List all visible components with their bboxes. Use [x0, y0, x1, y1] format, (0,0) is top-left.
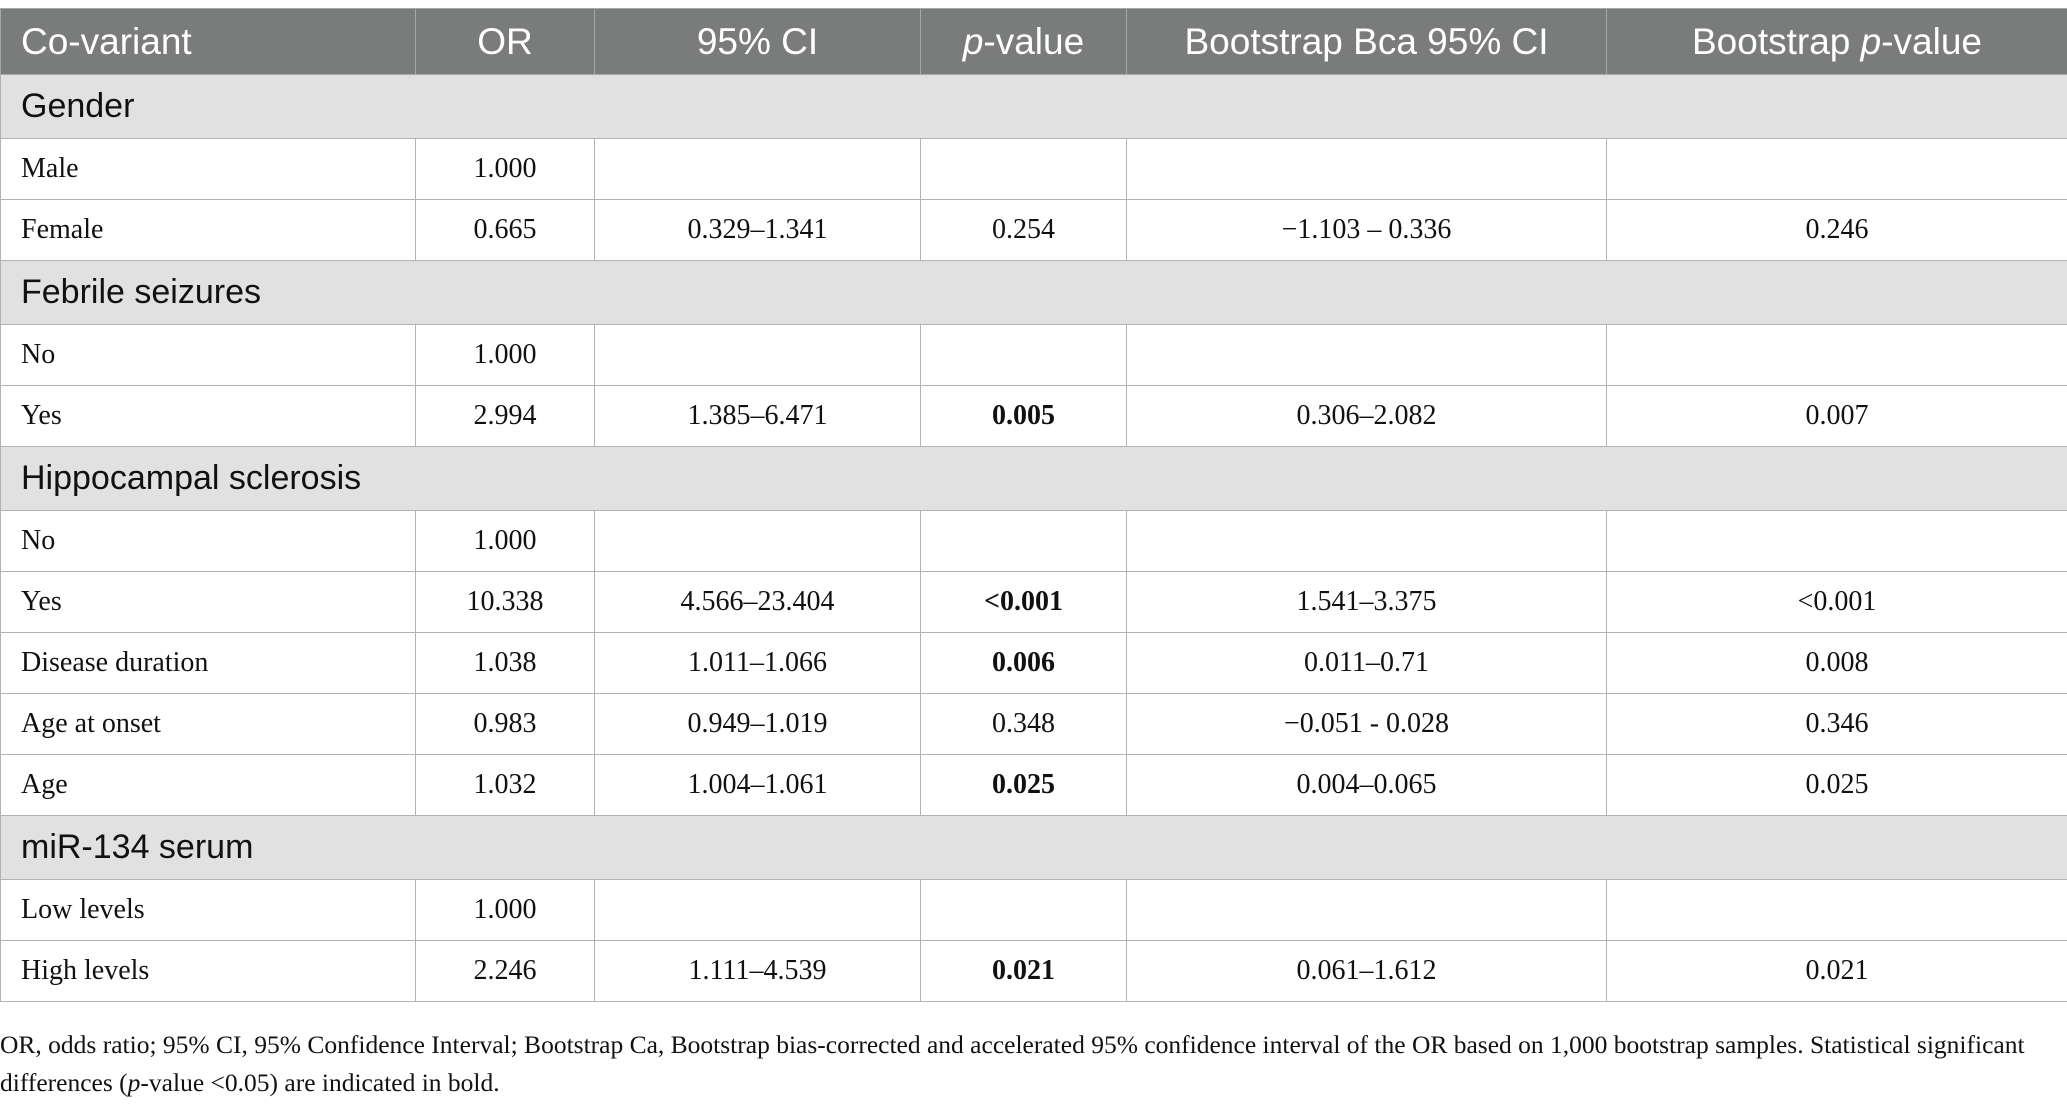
footnote-part1: OR, odds ratio; 95% CI, 95% Confidence Interval; Bootstrap Ca, Bootstrap bias-corrected and accelerated 95% confidence interval of the OR based on 1,000 bootstrap samples. Statistical significant differences (	[0, 1030, 2025, 1097]
cell-boot-p: 0.025	[1607, 755, 2067, 816]
row-label: Age at onset	[1, 694, 416, 755]
group-row-gender	[1, 75, 2067, 139]
cell-boot-p: 0.246	[1607, 200, 2067, 261]
table-row	[1, 200, 2067, 261]
cell-boot-ci	[1127, 511, 1607, 572]
cell-p: 0.254	[921, 200, 1127, 261]
group-row-febrile-seizures	[1, 261, 2067, 325]
row-label: No	[1, 511, 416, 572]
cell-ci	[595, 511, 921, 572]
cell-boot-ci	[1127, 139, 1607, 200]
table-row	[1, 755, 2067, 816]
row-label: Low levels	[1, 880, 416, 941]
cell-p: 0.021	[921, 941, 1127, 1002]
header-boot-p-italic: p	[1860, 20, 1882, 62]
cell-ci: 1.385–6.471	[595, 386, 921, 447]
cell-boot-p	[1607, 325, 2067, 386]
row-label: Yes	[1, 386, 416, 447]
cell-boot-p	[1607, 139, 2067, 200]
results-table	[0, 8, 2067, 1002]
header-p-rest: -value	[983, 20, 1085, 62]
header-ci: 95% CI	[595, 9, 921, 75]
cell-p	[921, 325, 1127, 386]
cell-or: 10.338	[416, 572, 595, 633]
cell-ci: 1.004–1.061	[595, 755, 921, 816]
table-row	[1, 386, 2067, 447]
header-row	[1, 9, 2067, 75]
cell-boot-ci: 0.011–0.71	[1127, 633, 1607, 694]
cell-ci: 4.566–23.404	[595, 572, 921, 633]
row-label: Male	[1, 139, 416, 200]
cell-p: 0.025	[921, 755, 1127, 816]
group-label: Febrile seizures	[1, 261, 2067, 325]
cell-boot-ci	[1127, 880, 1607, 941]
cell-or: 1.038	[416, 633, 595, 694]
cell-p: <0.001	[921, 572, 1127, 633]
header-boot-p-prefix: Bootstrap	[1691, 20, 1861, 62]
cell-boot-ci: −0.051 - 0.028	[1127, 694, 1607, 755]
cell-boot-p: 0.346	[1607, 694, 2067, 755]
header-p-italic: p	[962, 20, 984, 62]
cell-ci	[595, 139, 921, 200]
header-covariant: Co-variant	[1, 9, 416, 75]
cell-ci: 0.949–1.019	[595, 694, 921, 755]
cell-boot-ci: 1.541–3.375	[1127, 572, 1607, 633]
header-p-value	[921, 9, 1127, 75]
cell-boot-p: 0.007	[1607, 386, 2067, 447]
row-label: Yes	[1, 572, 416, 633]
group-label: Gender	[1, 75, 2067, 139]
cell-or: 2.246	[416, 941, 595, 1002]
cell-p: 0.006	[921, 633, 1127, 694]
cell-or: 1.000	[416, 511, 595, 572]
group-row-mir134-serum	[1, 816, 2067, 880]
cell-or: 2.994	[416, 386, 595, 447]
table-row	[1, 139, 2067, 200]
row-label: Female	[1, 200, 416, 261]
group-row-hippocampal-sclerosis	[1, 447, 2067, 511]
cell-boot-p: <0.001	[1607, 572, 2067, 633]
cell-or: 1.000	[416, 880, 595, 941]
cell-or: 0.983	[416, 694, 595, 755]
row-label: High levels	[1, 941, 416, 1002]
cell-boot-p	[1607, 880, 2067, 941]
cell-boot-p	[1607, 511, 2067, 572]
cell-boot-p: 0.008	[1607, 633, 2067, 694]
footnote-part2: -value <0.05) are indicated in bold.	[140, 1068, 500, 1097]
cell-boot-ci: −1.103 – 0.336	[1127, 200, 1607, 261]
table-row	[1, 694, 2067, 755]
group-label: Hippocampal sclerosis	[1, 447, 2067, 511]
table-row	[1, 572, 2067, 633]
header-boot-p-rest: -value	[1881, 20, 1982, 62]
cell-or: 1.000	[416, 325, 595, 386]
cell-boot-ci: 0.306–2.082	[1127, 386, 1607, 447]
cell-ci: 1.011–1.066	[595, 633, 921, 694]
table-row	[1, 325, 2067, 386]
cell-ci: 1.111–4.539	[595, 941, 921, 1002]
header-bootstrap-ci: Bootstrap Bca 95% CI	[1127, 9, 1607, 75]
cell-p	[921, 139, 1127, 200]
group-label: miR-134 serum	[1, 816, 2067, 880]
cell-or: 0.665	[416, 200, 595, 261]
table-footnote	[0, 1026, 2067, 1102]
cell-p: 0.348	[921, 694, 1127, 755]
row-label: Disease duration	[1, 633, 416, 694]
row-label: No	[1, 325, 416, 386]
header-bootstrap-p-value	[1607, 9, 2067, 75]
cell-boot-ci: 0.004–0.065	[1127, 755, 1607, 816]
cell-ci: 0.329–1.341	[595, 200, 921, 261]
footnote-p-italic: p	[127, 1068, 141, 1097]
table-row	[1, 511, 2067, 572]
cell-ci	[595, 325, 921, 386]
table-container	[0, 8, 2067, 1002]
cell-boot-p: 0.021	[1607, 941, 2067, 1002]
table-row	[1, 880, 2067, 941]
cell-ci	[595, 880, 921, 941]
cell-p	[921, 880, 1127, 941]
cell-boot-ci: 0.061–1.612	[1127, 941, 1607, 1002]
table-row	[1, 633, 2067, 694]
table-row	[1, 941, 2067, 1002]
cell-boot-ci	[1127, 325, 1607, 386]
row-label: Age	[1, 755, 416, 816]
cell-p: 0.005	[921, 386, 1127, 447]
cell-p	[921, 511, 1127, 572]
header-or: OR	[416, 9, 595, 75]
cell-or: 1.032	[416, 755, 595, 816]
cell-or: 1.000	[416, 139, 595, 200]
